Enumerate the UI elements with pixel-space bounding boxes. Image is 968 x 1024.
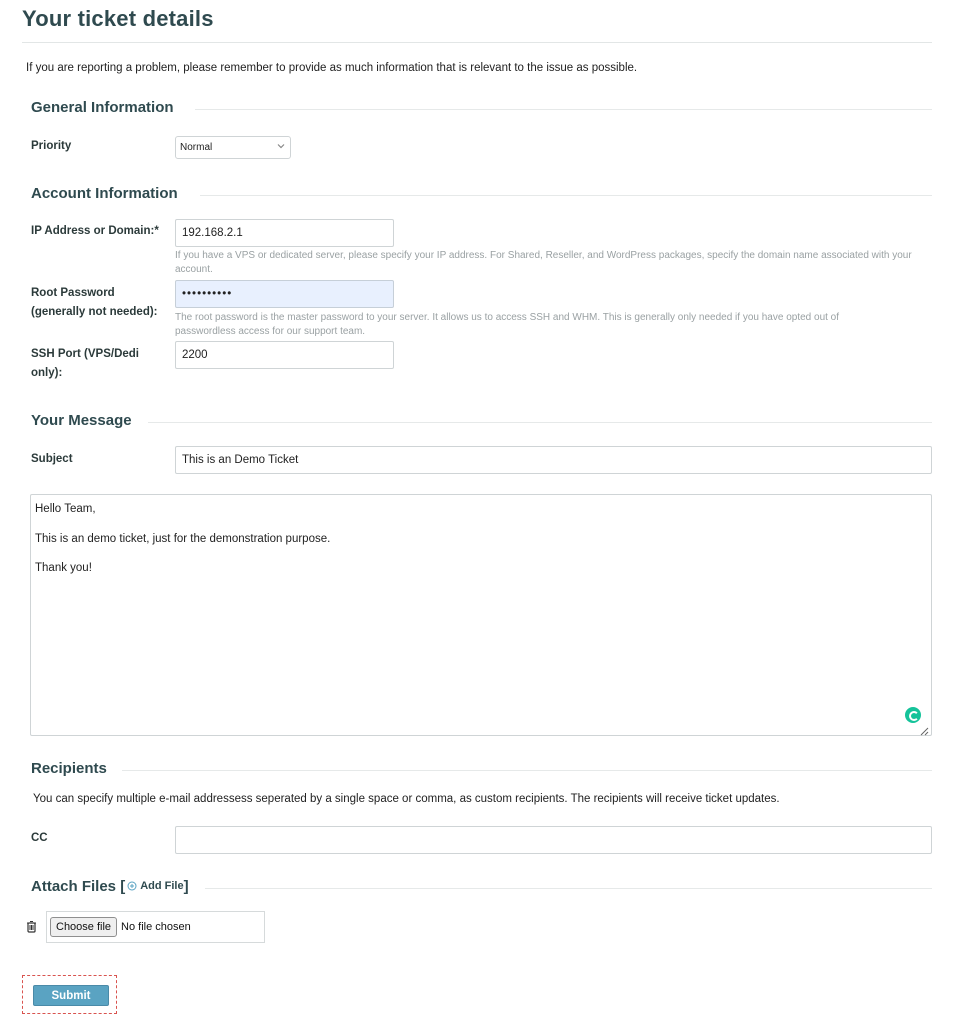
bracket-open: [ xyxy=(120,878,126,895)
root-password-label-line-2: (generally not needed): xyxy=(31,306,158,318)
submit-button[interactable]: Submit xyxy=(33,985,109,1006)
ssh-port-label-line-2: only): xyxy=(31,367,63,379)
cc-label: CC xyxy=(31,832,48,844)
section-divider xyxy=(200,195,932,196)
no-file-chosen-text: No file chosen xyxy=(121,921,191,933)
add-file-label: Add File xyxy=(140,880,184,892)
subject-value: This is an Demo Ticket xyxy=(182,454,299,466)
message-textarea[interactable] xyxy=(30,494,932,736)
chevron-down-icon xyxy=(276,141,286,154)
attach-files-header xyxy=(31,878,189,895)
section-divider xyxy=(205,888,932,889)
ip-address-input[interactable] xyxy=(175,219,394,247)
bracket-close: ] xyxy=(183,878,189,895)
account-information-heading: Account Information xyxy=(31,185,178,202)
priority-selected-value: Normal xyxy=(180,142,213,153)
subject-input[interactable] xyxy=(175,446,932,474)
root-password-value: •••••••••• xyxy=(182,288,233,300)
root-password-input[interactable] xyxy=(175,280,394,308)
priority-label: Priority xyxy=(31,140,72,152)
priority-select[interactable] xyxy=(175,136,291,159)
ssh-port-label xyxy=(31,345,139,383)
ip-address-value: 192.168.2.1 xyxy=(182,227,243,239)
root-password-label xyxy=(31,284,158,322)
message-line: This is an demo ticket, just for the demonstration purpose. xyxy=(35,532,331,545)
recipients-description: You can specify multiple e-mail addressess seperated by a single space or comma, as custom recipients. The recipients will receive ticket updates. xyxy=(33,793,780,805)
file-input xyxy=(46,911,265,943)
resize-handle-icon[interactable] xyxy=(919,723,929,733)
ssh-port-label-line-1: SSH Port (VPS/Dedi xyxy=(31,348,139,360)
choose-file-button[interactable]: Choose file xyxy=(50,917,117,937)
your-message-heading: Your Message xyxy=(31,412,132,429)
ip-address-label: IP Address or Domain:* xyxy=(31,225,159,237)
add-file-link[interactable] xyxy=(125,880,183,892)
intro-text: If you are reporting a problem, please remember to provide as much information that is relevant to the issue as possible. xyxy=(26,62,638,74)
subject-label: Subject xyxy=(31,453,73,465)
cc-input[interactable] xyxy=(175,826,932,854)
title-divider xyxy=(22,42,932,43)
attach-files-heading: Attach Files xyxy=(31,878,117,895)
section-divider xyxy=(122,770,932,771)
plus-circle-icon xyxy=(127,881,137,891)
section-divider xyxy=(195,109,932,110)
trash-icon[interactable] xyxy=(26,920,38,933)
general-information-heading: General Information xyxy=(31,99,174,116)
root-password-label-line-1: Root Password xyxy=(31,287,115,299)
root-password-help: The root password is the master password to your server. It allows us to access SSH and WHM. This is generally only needed if you have opted out of passwordless access for our support team. xyxy=(175,312,840,337)
ssh-port-input[interactable] xyxy=(175,341,394,369)
grammarly-icon[interactable] xyxy=(905,707,921,723)
message-line: Hello Team, xyxy=(35,503,96,515)
message-line: Thank you! xyxy=(35,562,92,574)
section-divider xyxy=(148,422,932,423)
page-title: Your ticket details xyxy=(22,6,214,31)
recipients-heading: Recipients xyxy=(31,760,107,777)
ip-address-help: If you have a VPS or dedicated server, please specify your IP address. For Shared, Reseller, and WordPress packages, specify the domain name associated with your account. xyxy=(175,250,912,275)
ssh-port-value: 2200 xyxy=(182,349,208,361)
